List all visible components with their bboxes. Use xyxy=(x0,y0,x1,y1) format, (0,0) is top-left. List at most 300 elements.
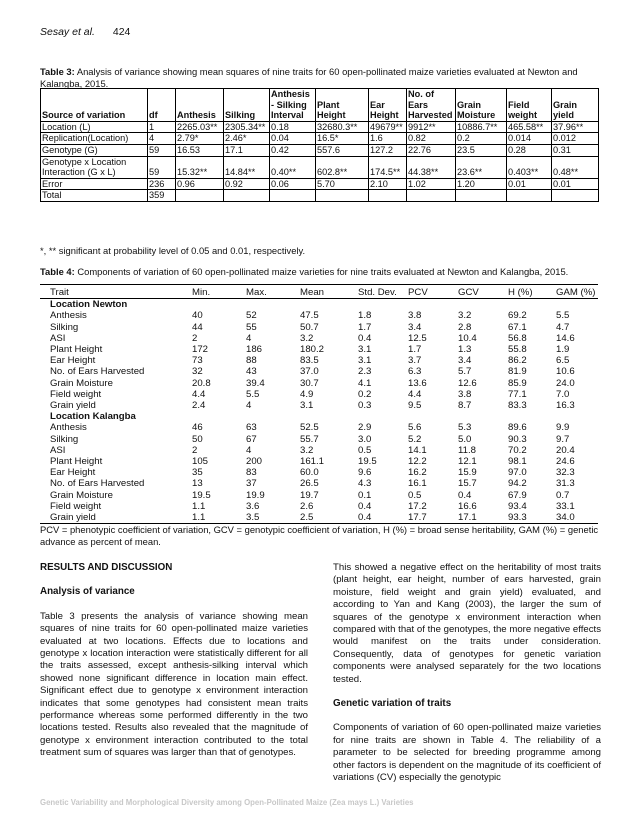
table4-cell: 3.5 xyxy=(244,512,298,524)
table4-cell: 15.7 xyxy=(458,478,477,490)
table3-cell: 5.70 xyxy=(316,178,369,190)
right-column xyxy=(333,562,601,797)
table4-cell: 40 xyxy=(192,310,203,322)
table4-cell: Ear Height xyxy=(50,355,96,367)
table4-cell: 34.0 xyxy=(554,512,598,524)
table4-cell: 172 xyxy=(192,344,209,356)
table4-cell: Plant Height xyxy=(50,344,103,356)
table4-cell: Grain Moisture xyxy=(50,489,113,501)
table4-cell: 1.1 xyxy=(190,512,244,524)
table4-cell: 73 xyxy=(192,355,203,367)
table4-cell: 5.6 xyxy=(408,422,422,434)
table3-cell: Replication(Location) xyxy=(41,133,148,145)
table3-cell: 236 xyxy=(148,178,176,190)
table3-cell: 23.5 xyxy=(456,144,507,156)
table4-header-cell: GCV xyxy=(456,285,506,299)
table3-cell: 0.01 xyxy=(552,178,599,190)
table4-cell: 161.1 xyxy=(300,456,325,468)
table4-cell: 3.8 xyxy=(458,388,472,400)
table4-cell: 5.5 xyxy=(246,388,260,400)
table3-header-cell: df xyxy=(148,89,176,122)
table4-cell: 33.1 xyxy=(556,500,575,512)
table4-cell: 26.5 xyxy=(300,478,319,490)
table4-cell: 98.1 xyxy=(508,456,527,468)
table4-row xyxy=(40,501,598,512)
table4-row xyxy=(40,344,598,355)
table3-cell: 2265.03** xyxy=(176,121,224,133)
table4-row xyxy=(40,512,598,524)
table4-row xyxy=(40,434,598,445)
table4-row xyxy=(40,322,598,333)
table4-row xyxy=(40,378,598,389)
table4-cell: 0.1 xyxy=(358,489,372,501)
table4-row xyxy=(40,490,598,501)
header-page-number: 424 xyxy=(112,26,131,38)
table4-cell: 30.7 xyxy=(300,377,319,389)
table4-variation-components xyxy=(40,284,598,524)
table3-cell: 2.10 xyxy=(369,178,407,190)
table3-cell: 59 xyxy=(148,156,176,178)
table4-caption-text: Components of variation of 60 open-pollinated maize varieties for nine traits evaluated at Newton and Kalangba, 2015. xyxy=(74,266,569,277)
table4-section-title: Location Kalangba xyxy=(50,411,136,423)
table3-row xyxy=(41,178,599,190)
table3-cell: 0.82 xyxy=(407,133,456,145)
table4-cell: 11.8 xyxy=(458,444,476,456)
table4-header-cell: Max. xyxy=(244,285,298,299)
table3-cell: Error xyxy=(41,178,148,190)
table4-cell: 5.3 xyxy=(458,422,472,434)
table4-cell: 2.8 xyxy=(458,321,472,333)
table4-cell: 1.7 xyxy=(358,321,372,333)
table4-cell: 4.4 xyxy=(408,388,422,400)
table4-cell: Ear Height xyxy=(50,467,96,479)
table4-cell: 39.4 xyxy=(246,377,265,389)
table4-cell: 93.3 xyxy=(506,512,554,524)
table4-caption xyxy=(40,266,598,278)
table3-cell: 0.40** xyxy=(270,156,316,178)
table3-cell: 37.96** xyxy=(552,121,599,133)
table3-cell: 49679** xyxy=(369,121,407,133)
table4-cell: Silking xyxy=(50,321,79,333)
table4-cell: 63 xyxy=(246,422,257,434)
table4-cell: 55 xyxy=(246,321,257,333)
table3-header-cell: Grain yield xyxy=(552,89,599,122)
table4-cell: 5.0 xyxy=(458,433,472,445)
table4-cell: 16.2 xyxy=(408,467,427,479)
table4-cell: 6.3 xyxy=(408,366,422,378)
table4-cell: 16.3 xyxy=(556,400,575,412)
table4-cell: Grain yield xyxy=(50,400,96,412)
table3-cell: 16.53 xyxy=(176,144,224,156)
table4-cell: 180.2 xyxy=(300,344,325,356)
table4-cell: 186 xyxy=(246,344,263,356)
table4-cell: 2.3 xyxy=(358,366,372,378)
table4-cell: 50.7 xyxy=(300,321,319,333)
table4-cell: 3.2 xyxy=(458,310,472,322)
table4-cell: 9.6 xyxy=(358,467,372,479)
table4-cell: 16.6 xyxy=(458,500,477,512)
table4-cell: 1.1 xyxy=(192,500,206,512)
table4-row xyxy=(40,467,598,478)
table4-caption-label: Table 4: xyxy=(40,266,75,277)
table4-cell: 50 xyxy=(192,433,203,445)
table4-cell: 17.2 xyxy=(408,500,427,512)
table3-cell: 16.5* xyxy=(316,133,369,145)
table4-cell: 0.5 xyxy=(408,489,422,501)
table4-cell: 55.8 xyxy=(508,344,527,356)
table4-cell: 12.1 xyxy=(458,456,477,468)
table3-caption-label: Table 3: xyxy=(40,66,75,77)
table4-cell: 67 xyxy=(246,433,257,445)
table4-cell: 83.5 xyxy=(300,355,319,367)
table4-cell: 0.4 xyxy=(358,332,372,344)
table4-cell: 70.2 xyxy=(508,444,527,456)
table4-cell: Field weight xyxy=(50,388,102,400)
table4-cell: Grain yield xyxy=(40,512,190,524)
table4-cell: 4.3 xyxy=(358,478,372,490)
table3-cell xyxy=(407,190,456,202)
table3-cell: 32680.3** xyxy=(316,121,369,133)
table4-cell: 3.1 xyxy=(358,355,372,367)
table4-cell: Field weight xyxy=(50,500,102,512)
table3-cell xyxy=(456,190,507,202)
table4-cell: Anthesis xyxy=(50,310,87,322)
table3-cell: 4 xyxy=(148,133,176,145)
table4-cell: 9.5 xyxy=(408,400,422,412)
table4-cell: 97.0 xyxy=(508,467,527,479)
table3-cell: 9912** xyxy=(407,121,456,133)
table4-cell: 0.4 xyxy=(358,500,372,512)
table4-cell: ASI xyxy=(50,444,66,456)
table3-header-cell: Grain Moisture xyxy=(456,89,507,122)
table3-cell: 15.32** xyxy=(176,156,224,178)
table3-header-cell: Field weight xyxy=(507,89,552,122)
table4-header-cell: Trait xyxy=(40,285,190,299)
paragraph-heritability: This showed a negative effect on the heritability of most traits (plant height, ear height, number of ears harvested, grain moisture, field weight and grain yield) evaluated, and according to Yan and Kang (2003), the larger the sum of squares of the genotype x environment interaction when compared with that of the genotypes, the more negative effects would manifest on the traits under consideration. Consequently, data of genotypes for genetic variation components were analysed separately for the two locations tested. xyxy=(333,562,601,685)
table3-cell: Total xyxy=(41,190,148,202)
table4-cell: 10.4 xyxy=(458,332,477,344)
table3-row xyxy=(41,133,599,145)
table4-cell: 20.4 xyxy=(556,444,575,456)
table3-row xyxy=(41,144,599,156)
table4-cell: 12.6 xyxy=(458,377,477,389)
table4-cell: 3.1 xyxy=(300,400,314,412)
table3-row xyxy=(41,190,599,202)
table4-cell: 24.6 xyxy=(556,456,575,468)
table3-cell xyxy=(552,190,599,202)
table4-cell: 55.7 xyxy=(300,433,319,445)
table3-header-cell: Anthesis xyxy=(176,89,224,122)
table4-cell: 4.1 xyxy=(358,377,372,389)
table4-footnote: PCV = phenotypic coefficient of variation, GCV = genotypic coefficient of variation, H (%) = broad sense heritability, GAM (%) = genetic advance as percent of mean. xyxy=(40,524,599,547)
table3-cell: 0.01 xyxy=(507,178,552,190)
running-header xyxy=(40,26,130,38)
table4-cell: 19.9 xyxy=(246,489,265,501)
table4-cell: 93.4 xyxy=(508,500,527,512)
table4-cell: 0.4 xyxy=(458,489,472,501)
table4-row xyxy=(40,445,598,456)
table3-header-cell: Ear Height xyxy=(369,89,407,122)
table3-cell: 22.76 xyxy=(407,144,456,156)
table4-cell: 105 xyxy=(192,456,209,468)
table4-cell: 0.3 xyxy=(358,400,372,412)
table3-cell: 0.31 xyxy=(552,144,599,156)
table4-cell: 3.2 xyxy=(300,332,314,344)
table4-cell: 4.4 xyxy=(192,388,206,400)
table4-section-title: Location Newton xyxy=(50,299,128,311)
table4-cell: ASI xyxy=(50,332,66,344)
table3-caption xyxy=(40,66,598,90)
table4-cell: 77.1 xyxy=(508,388,527,400)
table4-cell: 2.6 xyxy=(300,500,314,512)
table4-cell: 44 xyxy=(192,321,203,333)
table4-cell: 0.7 xyxy=(556,489,570,501)
table4-cell: 14.1 xyxy=(408,444,427,456)
table4-cell: 67.9 xyxy=(508,489,527,501)
table4-header-cell: Min. xyxy=(190,285,244,299)
table3-cell: 127.2 xyxy=(369,144,407,156)
table4-cell: 24.0 xyxy=(556,377,575,389)
table4-cell: 31.3 xyxy=(556,478,575,490)
table3-cell: Genotype x Location Interaction (G x L) xyxy=(41,156,148,178)
table4-cell: Grain Moisture xyxy=(50,377,113,389)
table4-row xyxy=(40,333,598,344)
table4-cell: 13.6 xyxy=(408,377,427,389)
table4-cell: Plant Height xyxy=(50,456,103,468)
table3-cell: 2.79* xyxy=(176,133,224,145)
table3-cell: 2.46* xyxy=(224,133,270,145)
table3-cell: 2305.34** xyxy=(224,121,270,133)
table3-row xyxy=(41,121,599,133)
table4-cell: 3.8 xyxy=(408,310,422,322)
table3-cell: 557.6 xyxy=(316,144,369,156)
table4-cell: 10.6 xyxy=(556,366,575,378)
table4-cell: 32.3 xyxy=(556,467,575,479)
table4-cell: 3.7 xyxy=(408,355,422,367)
table4-header-cell: Mean xyxy=(298,285,356,299)
table4-cell: 6.5 xyxy=(556,355,570,367)
table4-header-cell: Std. Dev. xyxy=(356,285,406,299)
table3-cell: 1.20 xyxy=(456,178,507,190)
table3-cell: 1 xyxy=(148,121,176,133)
table4-cell: 37.0 xyxy=(300,366,319,378)
left-column xyxy=(40,562,308,772)
table4-row xyxy=(40,310,598,321)
table4-cell: 3.4 xyxy=(458,355,472,367)
table4-cell: 13 xyxy=(192,478,203,490)
table3-caption-text: Analysis of variance showing mean squares of nine traits for 60 open-pollinated maize varieties evaluated at Newton and Kalangba, 2015. xyxy=(40,66,578,89)
table3-cell xyxy=(507,190,552,202)
subheading-analysis-of-variance: Analysis of variance xyxy=(40,586,135,598)
table4-cell: 3.2 xyxy=(300,444,314,456)
table3-cell: 0.96 xyxy=(176,178,224,190)
table3-cell: 0.18 xyxy=(270,121,316,133)
table4-cell: 9.7 xyxy=(556,433,570,445)
table4-cell: 35 xyxy=(192,467,203,479)
table4-cell: 3.4 xyxy=(408,321,422,333)
paragraph-genetic-variation: Components of variation of 60 open-pollinated maize varieties for nine traits are shown in Table 4. The reliability of a parameter to be selected for breeding programme among other factors is dependent on the magnitude of its coefficient of variations (CV) especially the genotypic xyxy=(333,722,601,784)
table3-cell: 602.8** xyxy=(316,156,369,178)
table4-cell: 0.2 xyxy=(358,388,372,400)
table3-cell: 44.38** xyxy=(407,156,456,178)
table4-cell: 17.1 xyxy=(456,512,506,524)
table4-cell: 3.1 xyxy=(358,344,372,356)
table3-cell: 1.6 xyxy=(369,133,407,145)
header-authors: Sesay et al. xyxy=(40,26,95,38)
table4-cell: 60.0 xyxy=(300,467,319,479)
table4-cell: 90.3 xyxy=(508,433,527,445)
subheading-genetic-variation: Genetic variation of traits xyxy=(333,698,452,710)
table3-anova xyxy=(40,88,599,202)
table4-cell: 9.9 xyxy=(556,422,570,434)
table4-cell: 1.8 xyxy=(358,310,372,322)
table4-cell: No. of Ears Harvested xyxy=(50,478,145,490)
table4-cell: 2 xyxy=(192,332,198,344)
table4-cell: Silking xyxy=(50,433,79,445)
table4-cell: 83 xyxy=(246,467,257,479)
table4-row xyxy=(40,422,598,433)
table4-cell: 1.3 xyxy=(458,344,472,356)
table4-cell: 2 xyxy=(192,444,198,456)
table3-cell xyxy=(369,190,407,202)
table3-cell: 359 xyxy=(148,190,176,202)
table4-cell: 32 xyxy=(192,366,203,378)
table4-row xyxy=(40,389,598,400)
table3-header-cell: No. of Ears Harvested xyxy=(407,89,456,122)
table3-cell: 0.06 xyxy=(270,178,316,190)
table4-section-row xyxy=(40,299,598,311)
table4-header-cell: PCV xyxy=(406,285,456,299)
table4-cell: 4.9 xyxy=(300,388,314,400)
table3-cell xyxy=(176,190,224,202)
table3-cell: 0.2 xyxy=(456,133,507,145)
table4-cell: 56.8 xyxy=(508,332,527,344)
table4-cell: 19.7 xyxy=(300,489,319,501)
table4-row xyxy=(40,400,598,411)
table4-row xyxy=(40,456,598,467)
table4-section-row xyxy=(40,411,598,422)
table3-header-row xyxy=(41,89,599,122)
table4-cell: 2.4 xyxy=(192,400,206,412)
table4-cell: 43 xyxy=(246,366,257,378)
table3-cell xyxy=(316,190,369,202)
table3-cell: 0.42 xyxy=(270,144,316,156)
table3-cell xyxy=(270,190,316,202)
table3-header-cell: Anthesis - Silking Interval xyxy=(270,89,316,122)
table4-cell: 52.5 xyxy=(300,422,319,434)
table3-header-cell: Silking xyxy=(224,89,270,122)
table4-cell: 7.0 xyxy=(556,388,570,400)
table3-cell: 10886.7** xyxy=(456,121,507,133)
table4-cell: No. of Ears Harvested xyxy=(50,366,145,378)
table4-cell: 4 xyxy=(246,332,252,344)
table3-cell: 0.403** xyxy=(507,156,552,178)
table3-cell: Genotype (G) xyxy=(41,144,148,156)
table4-cell: Anthesis xyxy=(50,422,87,434)
table4-cell: 3.6 xyxy=(246,500,260,512)
table4-cell: 15.9 xyxy=(458,467,477,479)
table4-cell: 67.1 xyxy=(508,321,527,333)
table4-cell: 89.6 xyxy=(508,422,527,434)
table4-cell: 83.3 xyxy=(508,400,527,412)
table3-cell: 0.28 xyxy=(507,144,552,156)
table4-row xyxy=(40,478,598,489)
table4-cell: 12.5 xyxy=(408,332,427,344)
table4-cell: 5.2 xyxy=(408,433,422,445)
table4-cell: 37 xyxy=(246,478,257,490)
table3-header-cell: Plant Height xyxy=(316,89,369,122)
table4-cell: 47.5 xyxy=(300,310,319,322)
table3-cell: 17.1 xyxy=(224,144,270,156)
table4-cell: 20.8 xyxy=(192,377,211,389)
table3-cell: 174.5** xyxy=(369,156,407,178)
running-footer: Genetic Variability and Morphological Diversity among Open-Pollinated Maize (Zea mays L.) Varieties xyxy=(40,798,414,807)
table3-cell: 0.92 xyxy=(224,178,270,190)
table3-cell: 23.6** xyxy=(456,156,507,178)
table4-cell: 1.7 xyxy=(408,344,422,356)
table4-cell: 0.5 xyxy=(358,444,372,456)
table4-cell: 8.7 xyxy=(458,400,472,412)
table4-cell: 4 xyxy=(246,444,252,456)
table3-cell: 465.58** xyxy=(507,121,552,133)
table3-cell: 0.04 xyxy=(270,133,316,145)
table4-cell: 200 xyxy=(246,456,263,468)
table4-header-row xyxy=(40,285,598,299)
table4-cell: 1.9 xyxy=(556,344,570,356)
table4-cell: 86.2 xyxy=(508,355,527,367)
table4-cell: 46 xyxy=(192,422,203,434)
table4-cell: 81.9 xyxy=(508,366,527,378)
table4-cell: 0.4 xyxy=(356,512,406,524)
table4-row xyxy=(40,355,598,366)
table4-header-cell: H (%) xyxy=(506,285,554,299)
table4-cell: 4 xyxy=(246,400,252,412)
paragraph-anova: Table 3 presents the analysis of variance showing mean squares of nine traits for 60 open-pollinated maize varieties evaluated at two locations. Effects due to locations and genotype x location interaction were statistically different for all the traits assessed, except anthesis-silking interval which showed none significant difference in location main effect. Significant effect due to genotype x environment interaction indicates that some genotypes had consistent mean traits performance whereas some performed differently in the two locations tested. Results also revealed that the magnitude of genotype x environment interaction contributed to the total treatment sum of squares was larger than that of genotypes. xyxy=(40,610,308,759)
table3-cell: 1.02 xyxy=(407,178,456,190)
table4-cell: 14.6 xyxy=(556,332,575,344)
section-heading: RESULTS AND DISCUSSION xyxy=(40,562,173,573)
table4-cell: 2.9 xyxy=(358,422,372,434)
table4-cell: 16.1 xyxy=(408,478,427,490)
table3-header-cell: Source of variation xyxy=(41,89,148,122)
table4-header-cell: GAM (%) xyxy=(554,285,598,299)
table3-cell xyxy=(224,190,270,202)
table4-cell: 94.2 xyxy=(508,478,527,490)
table3-footnote: *, ** significant at probability level of 0.05 and 0.01, respectively. xyxy=(40,245,306,256)
table4-cell: 5.5 xyxy=(556,310,570,322)
table4-cell: 2.5 xyxy=(298,512,356,524)
table3-cell: 0.014 xyxy=(507,133,552,145)
table3-cell: 59 xyxy=(148,144,176,156)
table3-cell: 0.48** xyxy=(552,156,599,178)
table4-row xyxy=(40,366,598,377)
table4-cell: 17.7 xyxy=(406,512,456,524)
table4-cell: 5.7 xyxy=(458,366,472,378)
table3-cell: Location (L) xyxy=(41,121,148,133)
table4-cell: 85.9 xyxy=(508,377,527,389)
table4-cell: 12.2 xyxy=(408,456,427,468)
table4-cell: 19.5 xyxy=(192,489,211,501)
table3-cell: 14.84** xyxy=(224,156,270,178)
table3-cell: 0.012 xyxy=(552,133,599,145)
table4-cell: 3.0 xyxy=(358,433,372,445)
table4-cell: 69.2 xyxy=(508,310,527,322)
table4-cell: 4.7 xyxy=(556,321,570,333)
table3-row xyxy=(41,156,599,178)
table4-cell: 19.5 xyxy=(358,456,377,468)
table4-cell: 52 xyxy=(246,310,257,322)
table4-cell: 88 xyxy=(246,355,257,367)
